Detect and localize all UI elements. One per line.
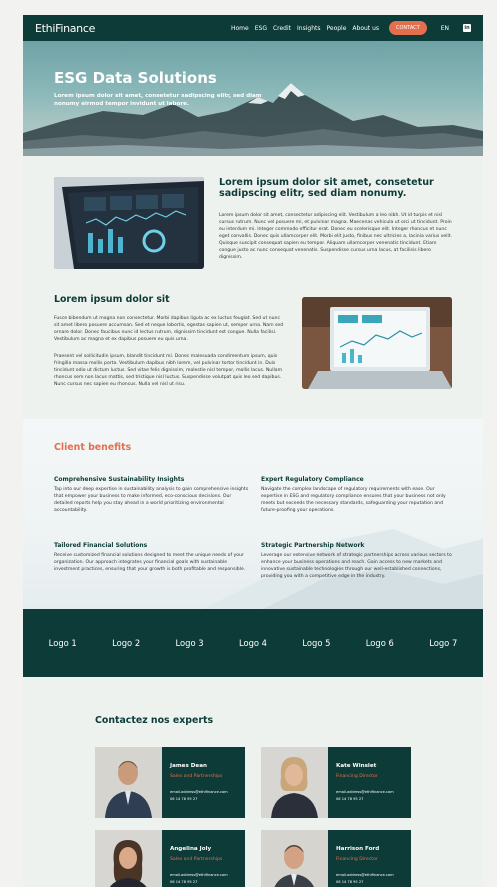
partner-logo-3[interactable]: Logo 3 bbox=[175, 638, 204, 648]
contact-email[interactable]: email.address@ethifinance.com bbox=[336, 790, 394, 794]
contact-role: Financing Director bbox=[336, 774, 378, 779]
contact-info bbox=[162, 830, 245, 887]
benefit-body-financial: Receive customized financial solutions designed to meet the unique needs of your organization. Our approach integrates your financial goals with sustainable investment practices, ensuring that your growth is both profitable and responsible. bbox=[54, 553, 246, 572]
contact-email[interactable]: email.address@ethifinance.com bbox=[170, 873, 228, 877]
partner-logo-6[interactable]: Logo 6 bbox=[365, 638, 394, 648]
partner-logo-4[interactable]: Logo 4 bbox=[238, 638, 268, 648]
benefit-body-compliance: Navigate the complex landscape of regulatory requirements with ease. Our expertise in ESG and regulatory compliance ensures that your business not only meets but exceeds the necessary standards, safeguarding your reputation and future-proofing your operations. bbox=[261, 487, 446, 513]
contact-name: James Dean bbox=[170, 763, 207, 769]
contact-card-kate-winslet[interactable] bbox=[261, 747, 411, 818]
top-nav bbox=[23, 15, 483, 41]
contact-role: Sales and Partnerships bbox=[170, 857, 223, 862]
benefit-title-insights: Comprehensive Sustainability Insights bbox=[54, 476, 185, 483]
benefit-body-partnership: Leverage our extensive network of strategic partnerships across various sectors to enhance your business operations and reach. Gain access to new markets and innovative sustainable technologies through our well-established connections, providing you with a competitive edge in the industry. bbox=[261, 553, 452, 579]
contact-info bbox=[328, 747, 411, 818]
contact-button[interactable]: CONTACT bbox=[389, 21, 427, 35]
contact-name: Kate Winslet bbox=[336, 763, 377, 769]
contact-role: Financing Director bbox=[336, 857, 378, 862]
partner-logo-1[interactable]: Logo 1 bbox=[48, 638, 77, 648]
partner-logo-2[interactable]: Logo 2 bbox=[112, 638, 141, 648]
avatar bbox=[95, 747, 162, 818]
avatar bbox=[261, 830, 328, 887]
nav-link-credit[interactable]: Credit bbox=[272, 24, 292, 32]
benefits-title: Client benefits bbox=[54, 442, 132, 453]
contact-card-harrison-ford[interactable] bbox=[261, 830, 411, 887]
benefit-title-partnership: Strategic Partnership Network bbox=[261, 542, 365, 549]
client-benefits-section bbox=[23, 419, 483, 609]
avatar bbox=[95, 830, 162, 887]
hero-banner bbox=[23, 41, 483, 156]
nav-link-people[interactable]: People bbox=[326, 24, 347, 32]
partner-logo-5[interactable]: Logo 5 bbox=[302, 638, 331, 648]
page bbox=[23, 15, 483, 887]
dashboard-tablet-image bbox=[54, 177, 204, 269]
avatar bbox=[261, 747, 328, 818]
partner-logo-7[interactable]: Logo 7 bbox=[429, 638, 458, 648]
nav-link-insights[interactable]: Insights bbox=[297, 24, 321, 32]
benefit-body-insights: Tap into our deep expertise in sustainability analysis to gain comprehensive insights that empower your business to make informed, eco-conscious decisions. Our detailed reports help you stay ahead in a world prioritizing environmental accountability. bbox=[54, 487, 249, 513]
nav-link-home[interactable]: Home bbox=[231, 24, 249, 32]
nav-links bbox=[231, 21, 471, 35]
contact-email[interactable]: email.address@ethifinance.com bbox=[170, 790, 228, 794]
linkedin-icon[interactable]: in bbox=[464, 25, 470, 31]
contact-name: Harrison Ford bbox=[336, 846, 380, 852]
section2-paragraph-1: Fusce bibendum ut magna non consectetur. Morbi dapibus ligula ac ex luctus feugiat. Sed ut nunc sit amet libero posuere accumsan. Sed et neque lobortis, egestas sapien ut, semper urna. Nam sed ornare dolor. Donec faucibus nunc id lectus rutrum, dignissim tincidunt est congue. Nulla facilisi. Vestibulum ac magna et ex dapibus posuere eu quis urna. bbox=[54, 316, 284, 342]
contact-card-james-dean[interactable] bbox=[95, 747, 245, 818]
benefit-title-compliance: Expert Regulatory Compliance bbox=[261, 476, 364, 483]
section2-paragraph-2: Praesent vel sollicitudin ipsum, blandit tincidunt mi. Donec malesuada condimentum ipsum, quis fringilla massa mollis porta. Vestibulum dapibus nibh lorem, vel pulvinar tortor tincidunt in. Duis tincidunt odio ut dictum luctus. Sed vitae felis dignissim, molestie nisl tempor, mollis lacus. Nullam rhoncus sem non lacus mattis, sed tristique nisl luctus. Suspendisse volutpat quis leo sed dapibus. Nunc cursus nec sapien eu rhoncus. Nulla vel nisl ut risu. bbox=[54, 354, 283, 387]
section1-body: Lorem ipsum dolor sit amet, consectetur adipiscing elit. Vestibulum a leo nibh. Ut id turpis et nisl cursus rutrum. Nunc vel posuere mi, et pulvinar magna. Maecenas vehicula ut orci ut tincidunt. Proin eu interdum mi. Integer commodo efficitur erat. Donec eu scelerisque elit. Integer rhoncus et nunc eget convallis. Donec quis ullamcorper elit. Morbi elit justo, finibus nec ultricies a, lacinia varius velit. Quisque suscipit consequat sapien eu tempor. Aliquam ullamcorper venenatis tincidunt. Etiam congue justo ac nunc consequat venenatis. Suspendisse cursus urna lacus, at facilisis libero dignissim. bbox=[219, 213, 453, 260]
contacts-title: Contactez nos experts bbox=[95, 715, 214, 726]
contact-role: Sales and Partnerships bbox=[170, 774, 223, 779]
contact-phone[interactable]: 06 14 78 95 27 bbox=[336, 797, 364, 801]
language-selector[interactable]: EN bbox=[440, 24, 449, 32]
laptop-dashboard-image bbox=[302, 297, 452, 389]
hero-subtitle: Lorem ipsum dolor sit amet, consetetur sadipscing elitr, sed diam nonumy eirmod tempor invidunt ut labore. bbox=[54, 93, 262, 107]
section2-title: Lorem ipsum dolor sit bbox=[54, 294, 170, 305]
contact-phone[interactable]: 06 14 78 95 27 bbox=[170, 797, 198, 801]
contact-email[interactable]: email.address@ethifinance.com bbox=[336, 873, 394, 877]
nav-link-esg[interactable]: ESG bbox=[254, 24, 267, 32]
contact-phone[interactable]: 06 14 78 95 27 bbox=[170, 880, 198, 884]
hero-title: ESG Data Solutions bbox=[54, 69, 217, 87]
contact-name: Angelina Joly bbox=[170, 846, 212, 852]
section1-title: Lorem ipsum dolor sit amet, consetetur sadipscing elitr, sed diam nonumy. bbox=[219, 177, 434, 199]
contact-phone[interactable]: 06 14 78 95 27 bbox=[336, 880, 364, 884]
brand-logo[interactable]: EthiFinance bbox=[35, 21, 96, 35]
benefit-title-financial: Tailored Financial Solutions bbox=[54, 542, 148, 549]
nav-link-about[interactable]: About us bbox=[352, 24, 379, 32]
contact-info bbox=[162, 747, 245, 818]
partner-logos-strip bbox=[23, 609, 483, 677]
contact-card-angelina-joly[interactable] bbox=[95, 830, 245, 887]
contact-info bbox=[328, 830, 411, 887]
